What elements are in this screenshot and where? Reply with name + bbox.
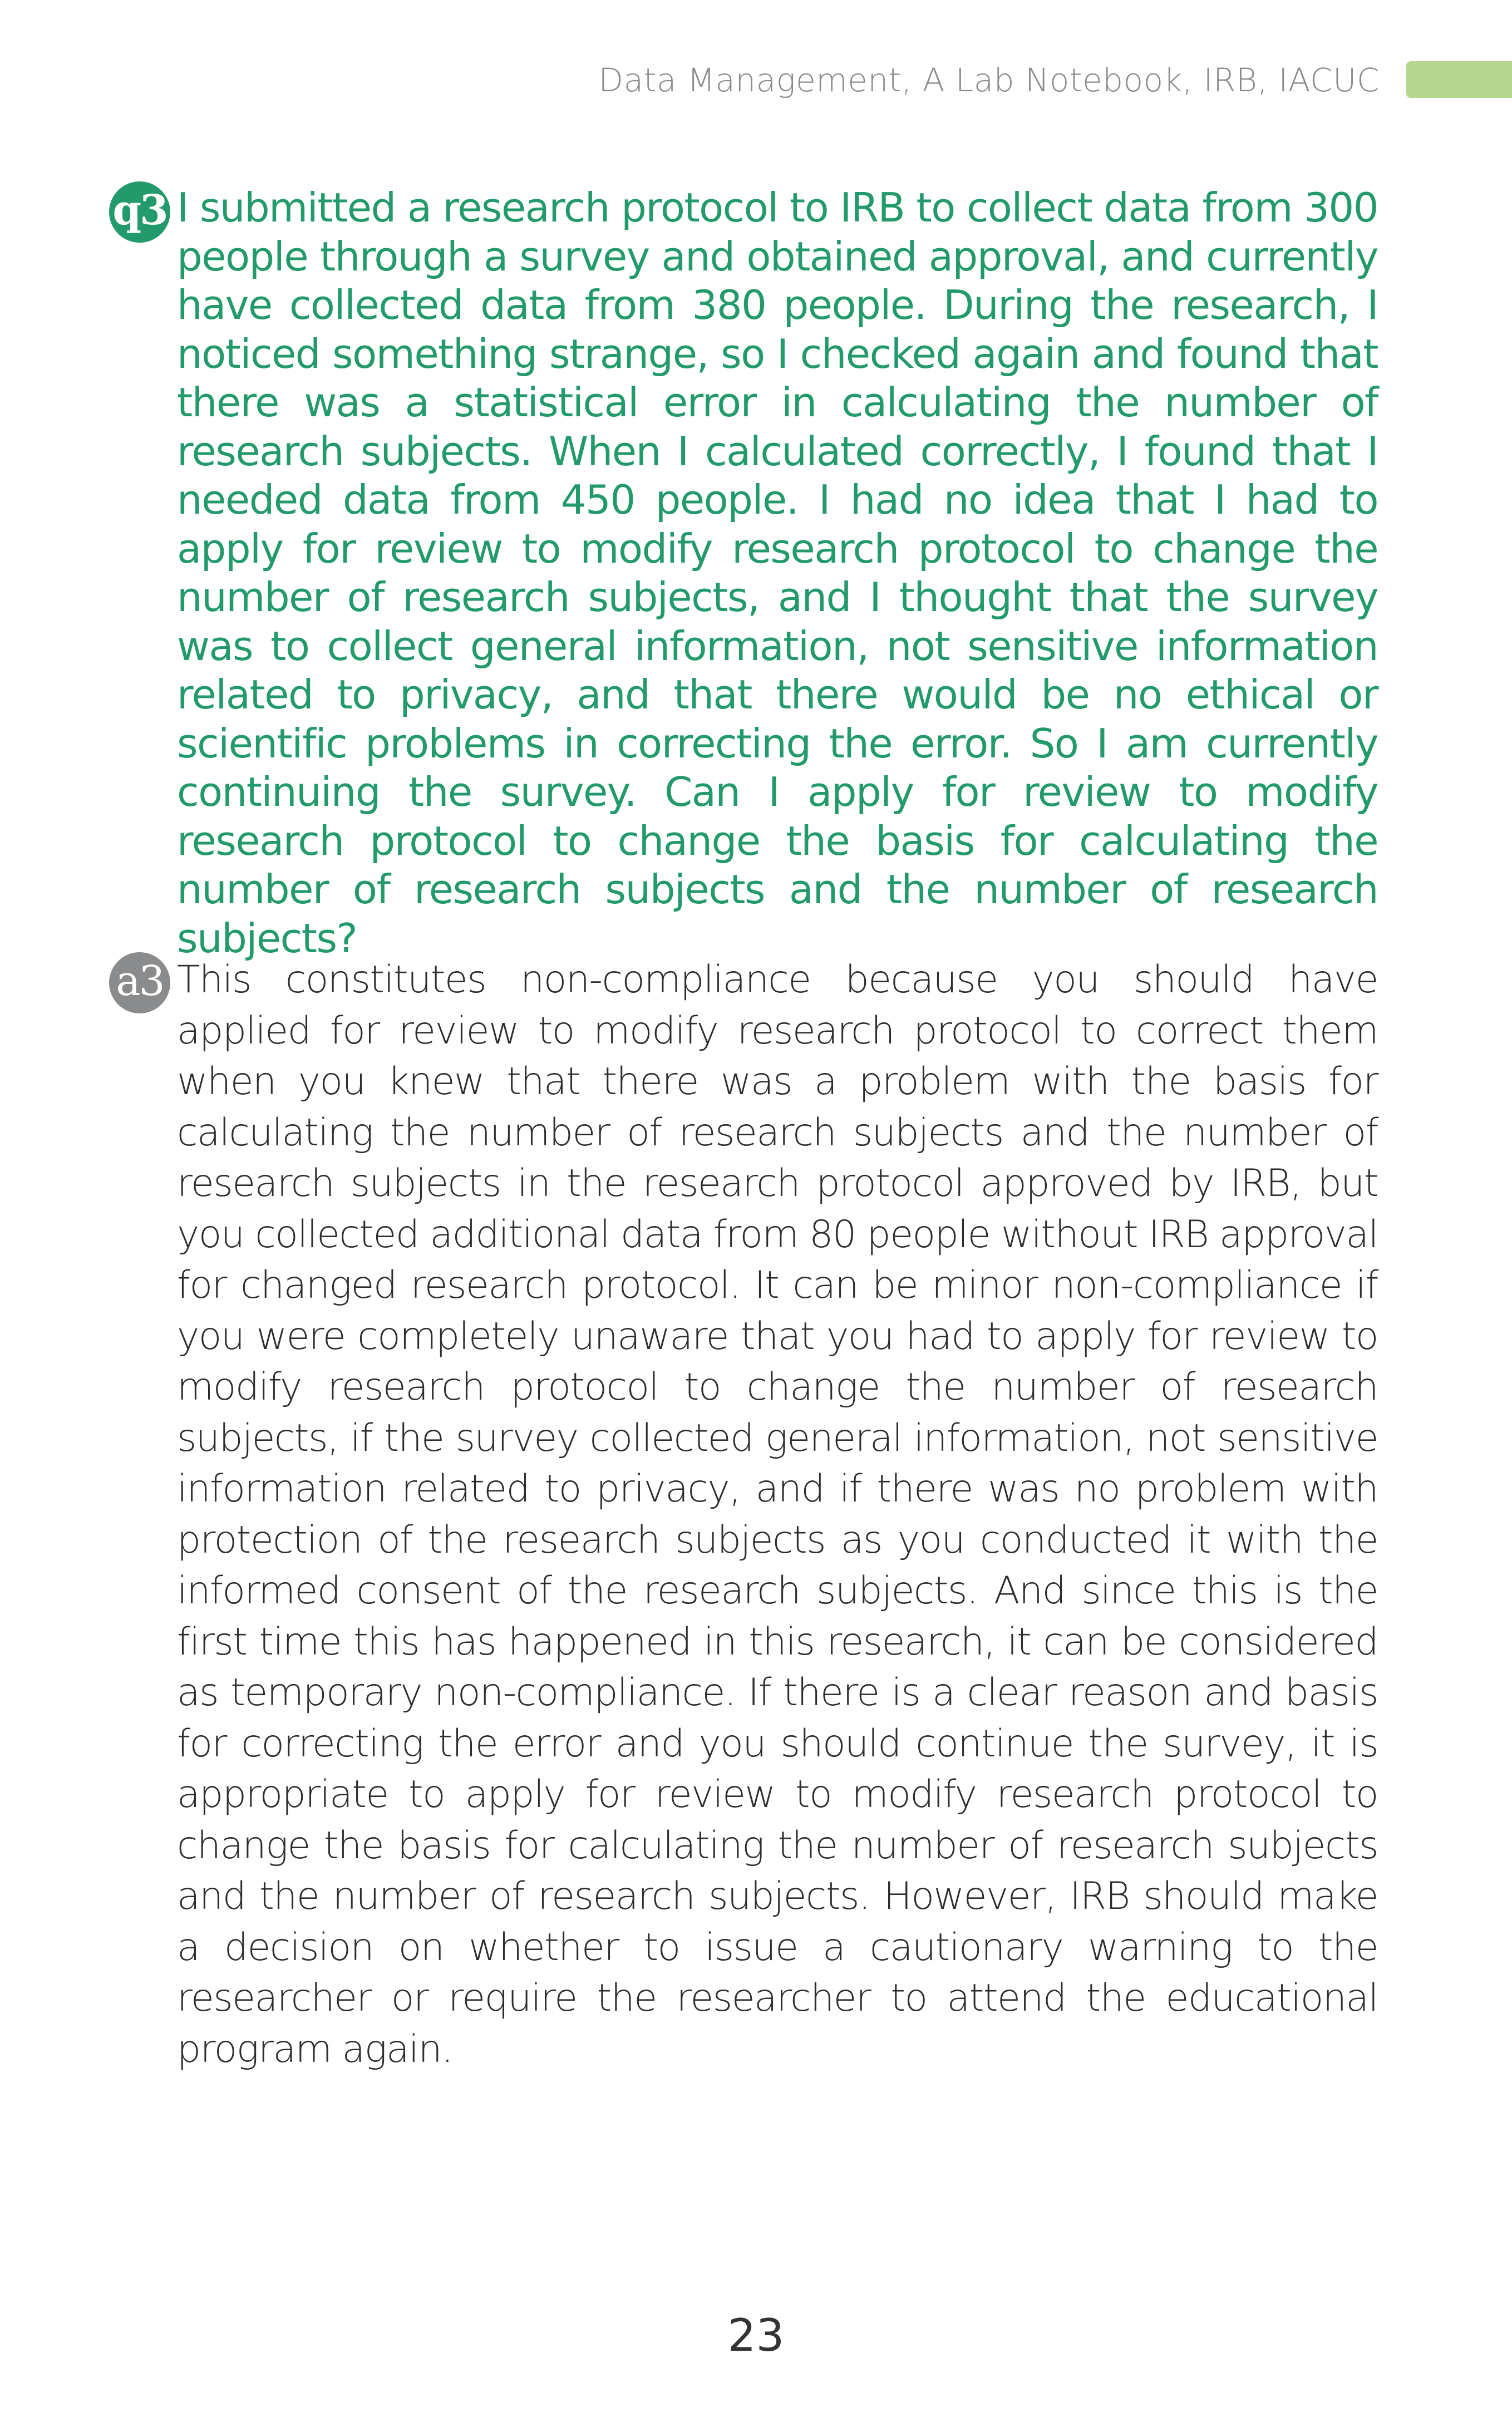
answer-text: This constitutes non-compliance because you should have applied for review to modify research protocol to correct them when you knew that there was a problem with the basis for calculating the number of research subjects and the number of research subjects in the research protocol approved by IRB, but you collected additional data from 80 people without IRB approval for changed research protocol. It can be minor non-compliance if you were completely unaware that you had to apply for review to modify research protocol to change the number of research subjects, if the survey collected general information, not sensitive information related to privacy, and if there was no problem with protection of the research subjects as you conducted it with the informed consent of the research subjects. And since this is the first time this has happened in this research, it can be considered as temporary non-compliance. If there is a clear reason and basis for correcting the error and you should continue the survey, it is appropriate to apply for review to modify research protocol to change the basis for calculating the number of research subjects and the number of research subjects. However, IRB should make a decision on whether to issue a cautionary warning to the researcher or require the researcher to attend the educational program again.: [177, 958, 1378, 2071]
answer-badge: a3: [109, 952, 170, 1013]
answer-block: [116, 954, 1378, 2075]
page-number: 23: [727, 2310, 785, 2361]
question-badge: q3: [109, 181, 170, 243]
question-text: I submitted a research protocol to IRB to collect data from 300 people through a survey and obtained approval, and currently have collected data from 380 people. During the research, I noticed something strange, so I checked again and found that there was a statistical error in calculating the number of research subjects. When I calculated correctly, I found that I needed data from 450 people. I had no idea that I had to apply for review to modify research protocol to change the number of research subjects, and I thought that the survey was to collect general information, not sensitive information related to privacy, and that there would be no ethical or scientific problems in correcting the error. So I am currently continuing the survey. Can I apply for review to modify research protocol to change the basis for calculating the number of research subjects and the number of research subjects?: [177, 184, 1378, 962]
running-header: Data Management, A Lab Notebook, IRB, IACUC: [598, 61, 1380, 99]
header-color-tab: [1406, 61, 1512, 98]
question-block: [112, 184, 1378, 963]
